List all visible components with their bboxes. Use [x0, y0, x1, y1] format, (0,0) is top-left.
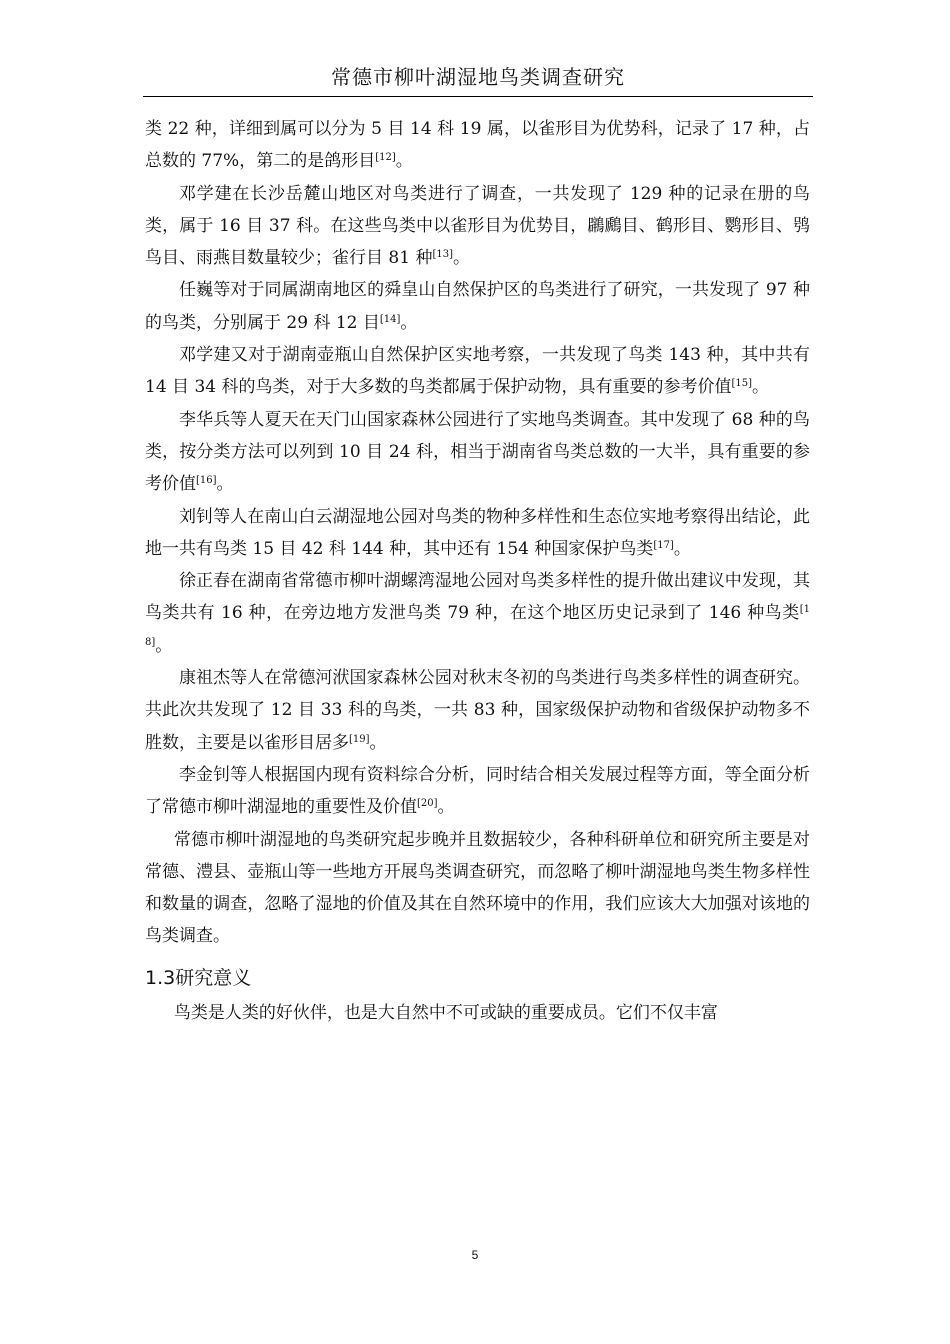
paragraph: 刘钊等人在南山白云湖湿地公园对鸟类的物种多样性和生态位实地考察得出结论，此地一共有鸟类 15 目 42 科 144 种，其中还有 154 种国家保护鸟类[17]。 — [145, 506, 810, 559]
running-header: 常德市柳叶湖湿地鸟类调查研究 — [331, 65, 625, 89]
paragraph: 康祖杰等人在常德河洑国家森林公园对秋末冬初的鸟类进行鸟类多样性的调查研究。共此次共发现了 12 目 33 科的鸟类，一共 83 种，国家级保护动物和省级保护动物多不胜数，主要是以雀形目居多[19]。 — [145, 668, 810, 753]
citation: [17] — [653, 539, 674, 551]
paragraph: 李华兵等人夏天在天门山国家森林公园进行了实地鸟类调查。其中发现了 68 种的鸟类，按分类方法可以列到 10 目 24 科，相当于湖南省鸟类总数的一大半，具有重要的参考价值[16]。 — [145, 409, 810, 495]
paragraph: 任巍等对于同属湖南地区的舜皇山自然保护区的鸟类进行了研究，一共发现了 97 种的鸟类，分别属于 29 科 12 目[14]。 — [145, 280, 810, 333]
document-body — [145, 113, 810, 1029]
citation: [20] — [417, 798, 438, 810]
paragraph: 邓学建又对于湖南壶瓶山自然保护区实地考察，一共发现了鸟类 143 种，其中共有 14 目 34 科的鸟类，对于大多数的鸟类都属于保护动物，具有重要的参考价值[15]。 — [145, 345, 810, 398]
paragraph: 邓学建在长沙岳麓山地区对鸟类进行了调查，一共发现了 129 种的记录在册的鸟类，属于 16 目 37 科。在这些鸟类中以雀形目为优势目，鸊鷉目、鹤形目、鹦形目、鸮鸟目、雨燕目数量较少；雀行目 81 种[13]。 — [145, 183, 810, 269]
citation: [13] — [432, 249, 453, 261]
paragraph: 徐正春在湖南省常德市柳叶湖螺湾湿地公园对鸟类多样性的提升做出建议中发现，其鸟类共有 16 种，在旁边地方发泄鸟类 79 种，在这个地区历史记录到了 146 种鸟类[18]。 — [145, 571, 810, 656]
citation: [18] — [145, 604, 810, 648]
paragraph-continued: 类 22 种，详细到属可以分为 5 目 14 科 19 属，以雀形目为优势科，记录了 17 种，占总数的 77%，第二的是鸽形目[12]。 — [145, 119, 810, 172]
page-number: 5 — [471, 1248, 479, 1262]
citation: [12] — [375, 152, 396, 164]
section-number: 1.3 — [145, 966, 176, 989]
paragraph: 李金钊等人根据国内现有资料综合分析，同时结合相关发展过程等方面，等全面分析了常德市柳叶湖湿地的重要性及价值[20]。 — [145, 764, 810, 818]
citation: [14] — [379, 313, 401, 325]
paragraph: 常德市柳叶湖湿地的鸟类研究起步晚并且数据较少，各种科研单位和研究所主要是对常德、澧县、壶瓶山等一些地方开展鸟类调查研究，而忽略了柳叶湖湿地鸟类生物多样性和数量的调查，忽略了湿地的价值及其在自然环境中的作用，我们应该大大加强对该地的鸟类调查。 — [145, 829, 810, 947]
section-heading — [145, 961, 810, 995]
citation: [16] — [196, 475, 217, 487]
paragraph: 鸟类是人类的好伙伴，也是大自然中不可或缺的重要成员。它们不仅丰富 — [173, 1002, 718, 1023]
section-title: 研究意义 — [175, 966, 252, 989]
citation: [15] — [731, 378, 753, 390]
citation: [19] — [349, 733, 370, 745]
header-rule — [143, 96, 813, 97]
